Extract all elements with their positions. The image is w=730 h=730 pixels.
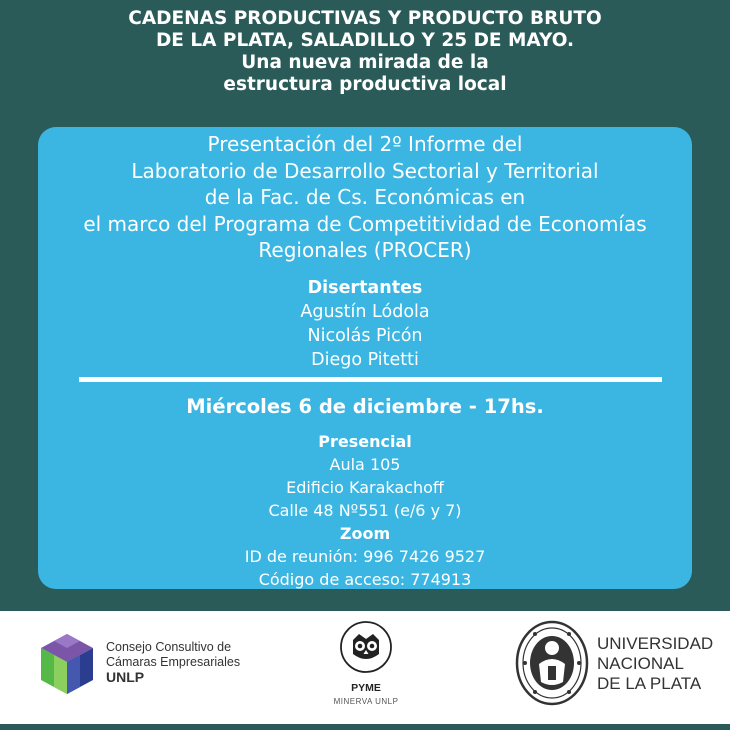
in-person-heading: Presencial [318, 432, 412, 451]
university-line: UNIVERSIDAD [597, 634, 714, 653]
location-line: Aula 105 [329, 455, 401, 474]
consejo-line: UNLP [106, 669, 145, 685]
speaker-name: Diego Pitetti [311, 350, 419, 370]
pyme-label: PYME [351, 682, 381, 694]
speaker-name: Nicolás Picón [307, 326, 423, 346]
location-line: Calle 48 Nº551 (e/6 y 7) [268, 501, 462, 520]
university-line: DE LA PLATA [597, 674, 702, 693]
university-line: NACIONAL [597, 654, 684, 673]
bottom-strip [0, 724, 730, 730]
presentation-line: Regionales (PROCER) [258, 238, 472, 262]
presentation-line: Presentación del 2º Informe del [207, 132, 523, 156]
zoom-access-code: Código de acceso: 774913 [258, 570, 472, 589]
presentation-line: Laboratorio de Desarrollo Sectorial y Territorial [131, 158, 599, 183]
title-line: estructura productiva local [223, 74, 507, 95]
speaker-name: Agustín Lódola [300, 302, 430, 322]
presentation-line: el marco del Programa de Competitividad de Economías [83, 211, 647, 236]
title-line: DE LA PLATA, SALADILLO Y 25 DE MAYO. [155, 30, 575, 51]
consejo-line: Consejo Consultivo de [106, 640, 232, 654]
university-seal-icon [515, 620, 589, 706]
location-details [38, 430, 692, 591]
speakers-heading: Disertantes [307, 278, 423, 298]
minerva-label: MINERVA UNLP [333, 697, 399, 706]
zoom-meeting-id: ID de reunión: 996 7426 9527 [244, 547, 486, 566]
zoom-heading: Zoom [339, 524, 391, 543]
location-line: Edificio Karakachoff [286, 478, 444, 497]
presentation-line: de la Fac. de Cs. Económicas en [204, 185, 526, 209]
event-date: Miércoles 6 de diciembre - 17hs. [186, 395, 544, 418]
owl-logo-icon [339, 620, 393, 674]
title-line: CADENAS PRODUCTIVAS Y PRODUCTO BRUTO [128, 8, 602, 29]
consejo-line: Cámaras Empresariales [106, 655, 241, 669]
consejo-logo-text [106, 640, 240, 685]
cube-logo-icon [37, 632, 97, 696]
university-name [597, 634, 713, 694]
speakers-section [38, 276, 692, 372]
divider [79, 377, 662, 382]
title-line: Una nueva mirada de la [241, 52, 489, 73]
page-title [0, 8, 730, 96]
presentation-info [38, 131, 692, 264]
